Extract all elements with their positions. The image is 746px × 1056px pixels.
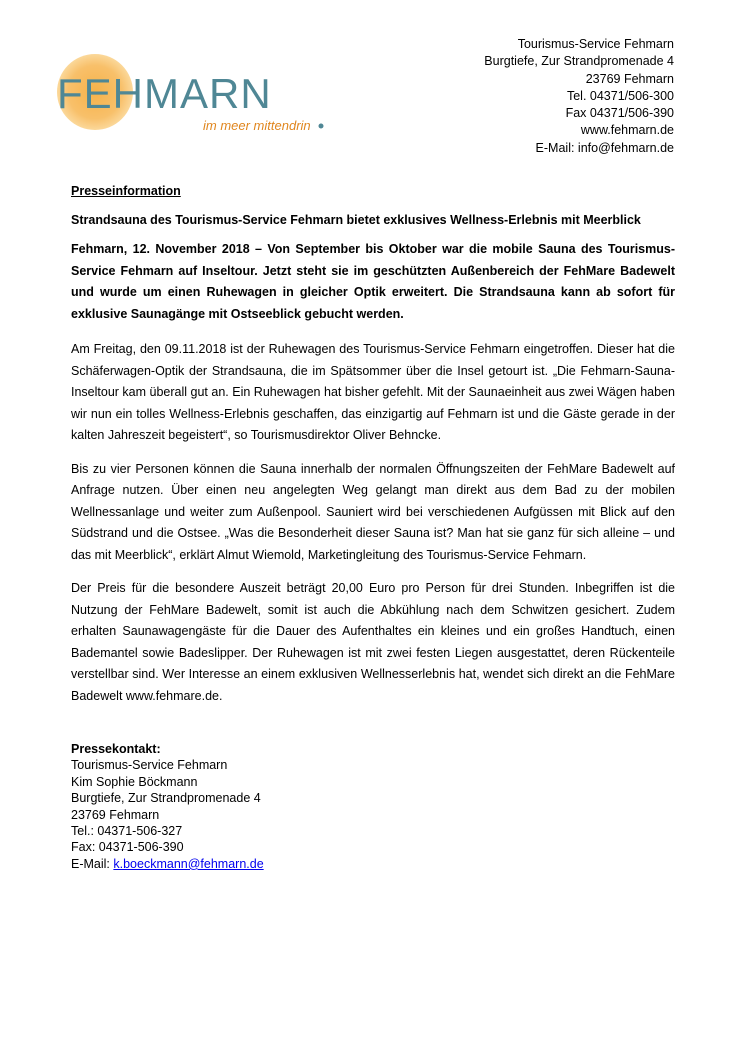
body-paragraph: Der Preis für die besondere Auszeit beträgt 20,00 Euro pro Person für drei Stunden. Inbegriffen ist die Nutzung der FehMare Badewelt, somit ist auch die Abkühlung nach dem Schwitzen gesichert. Zudem erhalten Saunawagengäste für die Dauer des Aufenthaltes ein kleines und ein großes Handtuch, einen Bademantel sowie Badeslipper. Der Ruhewagen ist mit zwei festen Liegen ausgestattet, deren Rückenteile verstellbar sind. Wer Interesse an einem exklusiven Wellnesserlebnis hat, wendet sich direkt an die FehMare Badewelt www.fehmare.de.: [71, 581, 675, 703]
contact-email-line: [71, 856, 675, 872]
sender-line: Burgtiefe, Zur Strandpromenade 4: [484, 54, 674, 69]
fehmarn-logo: [55, 54, 335, 144]
contact-line: Burgtiefe, Zur Strandpromenade 4: [71, 791, 261, 806]
document-subject: Strandsauna des Tourismus-Service Fehmarn bietet exklusives Wellness-Erlebnis mit Meerblick: [71, 213, 641, 227]
sender-address: [484, 36, 674, 157]
document-heading: Presseinformation: [71, 184, 181, 198]
body-paragraph: Am Freitag, den 09.11.2018 ist der Ruhewagen des Tourismus-Service Fehmarn eingetroffen. Dieser hat die Schäferwagen-Optik der Strandsauna, die im Spätsommer über die Insel getourt ist. „Die Fehmarn-Sauna-Inseltour kam überall gut an. Ein Ruhewagen hat bisher gefehlt. Mit der Saunaeinheit aus zwei Wägen haben wir nun ein tolles Wellness-Erlebnis geschaffen, das einzigartig auf Fehmarn ist und die Gäste gerade in der kalten Jahreszeit begeistert“, so Tourismusdirektor Oliver Behncke.: [71, 342, 675, 442]
body-paragraph: Bis zu vier Personen können die Sauna innerhalb der normalen Öffnungszeiten der FehMare Badewelt auf Anfrage nutzen. Über einen neu angelegten Weg gelangt man direkt aus dem Bad zu der mobilen Wellnessanlage und weiter zum Außenpool. Sauniert wird bei verschiedenen Aufgüssen mit Blick auf den Südstrand und die Ostsee. „Was die Besonderheit dieser Sauna ist? Man hat sie ganz für sich alleine – und das mit Meerblick“, erklärt Almut Wiemold, Marketingleitung des Tourismus-Service Fehmarn.: [71, 461, 675, 562]
press-release-body: [71, 183, 675, 872]
contact-line: Tourismus-Service Fehmarn: [71, 758, 228, 773]
sender-line: Fax 04371/506-390: [565, 106, 674, 121]
sender-line: 23769 Fehmarn: [585, 71, 674, 86]
contact-email-link[interactable]: k.boeckmann@fehmarn.de: [113, 856, 264, 871]
logo-wordmark: FEHMARN: [57, 70, 272, 117]
sender-line: E-Mail: info@fehmarn.de: [535, 140, 674, 155]
contact-line: Kim Sophie Böckmann: [71, 774, 198, 789]
lead-paragraph: Fehmarn, 12. November 2018 – Von September bis Oktober war die mobile Sauna des Tourismus-Service Fehmarn auf Inseltour. Jetzt steht sie im geschützten Außenbereich der FehMare Badewelt und wurde um einen Ruhewagen in gleicher Optik erweitert. Die Strandsauna kann ab sofort für exklusive Saunagänge mit Ostseeblick gebucht werden.: [71, 242, 675, 321]
press-contact: [71, 741, 675, 872]
sun-logo-icon: [55, 54, 335, 144]
contact-line: Tel.: 04371-506-327: [71, 824, 183, 839]
sender-line: www.fehmarn.de: [580, 123, 674, 138]
contact-line: 23769 Fehmarn: [71, 807, 160, 822]
logo-tagline: im meer mittendrin: [203, 118, 311, 133]
contact-line: Fax: 04371-506-390: [71, 840, 184, 855]
sender-line: Tourismus-Service Fehmarn: [517, 37, 674, 51]
logo-dot-icon: [319, 124, 324, 129]
press-contact-label: Pressekontakt:: [71, 742, 161, 756]
sender-line: Tel. 04371/506-300: [566, 88, 674, 103]
email-prefix: E-Mail:: [71, 856, 114, 871]
